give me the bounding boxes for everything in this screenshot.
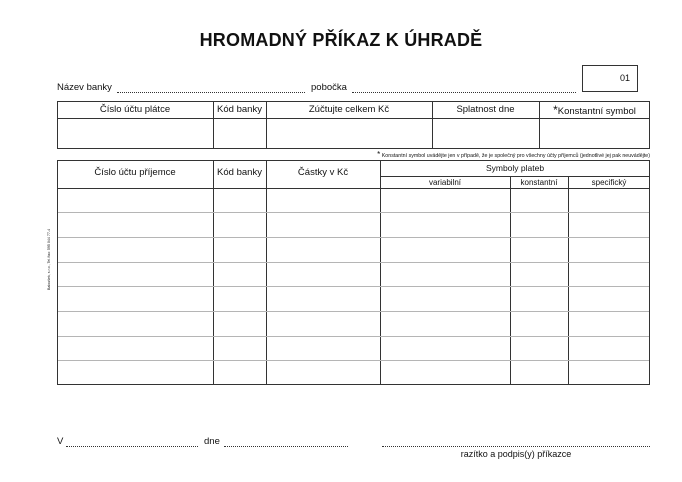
payer-bank-code-input[interactable] [214,119,266,148]
footnote-text: Konstantní symbol uvádějte jen v případě, že je společný pro všechny účty příjemců (jednotlivé jej pak neuvádějte) [381,153,650,159]
row-line [58,311,649,312]
form-number-box [582,65,638,92]
payer-bank-code-header: Kód banky [217,104,262,115]
payee-col-divider [213,160,214,385]
date-field[interactable] [224,446,348,447]
payer-total-input[interactable] [267,119,432,148]
signature-label: razítko a podpis(y) příkazce [460,449,572,459]
payee-col-divider [510,176,511,385]
row-line [58,336,649,337]
payer-account-input[interactable] [58,119,213,148]
symbols-group-header: Symboly plateb [485,163,545,173]
constant-symbol-header: konstantní [520,178,558,187]
bank-name-field[interactable] [117,92,305,93]
payee-amount-header: Částky v Kč [297,167,349,178]
variable-symbol-header: variabilní [428,178,461,187]
payer-due-date-header: Splatnost dne [456,104,515,115]
payee-bank-code-header: Kód banky [217,167,262,178]
row-line [58,286,649,287]
payer-constant-symbol-label: Konstantní symbol [557,106,636,117]
payee-col-divider [266,160,267,385]
form-number: 01 [619,73,630,83]
place-field[interactable] [66,446,198,447]
payee-col-divider [568,176,569,385]
signature-field[interactable] [382,446,650,447]
date-label: dne [204,436,220,447]
payee-account-header: Číslo účtu příjemce [94,167,176,178]
branch-label: pobočka [311,82,347,93]
branch-field[interactable] [352,92,576,93]
row-line [58,212,649,213]
payer-account-header: Číslo účtu plátce [99,104,171,115]
footnote [377,150,650,159]
payer-constant-symbol-header [539,103,650,117]
side-printer-text: Baloušek, s.r.o., Tel./fax: 595 044 77-4 [47,228,51,290]
footnote-marker: * [377,150,381,159]
payee-table [57,160,650,385]
payer-due-date-input[interactable] [433,119,539,148]
asterisk-marker: * [553,103,558,117]
payee-header-divider [57,188,650,189]
row-line [58,237,649,238]
place-label: V [57,436,64,447]
payee-col-divider [380,160,381,385]
symbols-group-divider [380,176,650,177]
specific-symbol-header: specifický [591,178,627,187]
bank-name-label: Název banky [57,82,112,93]
row-line [58,262,649,263]
row-line [58,360,649,361]
payer-total-header: Zúčtujte celkem Kč [308,104,390,115]
form-title: HROMADNÝ PŘÍKAZ K ÚHRADĚ [199,30,483,50]
payer-constant-symbol-input[interactable] [540,119,649,148]
